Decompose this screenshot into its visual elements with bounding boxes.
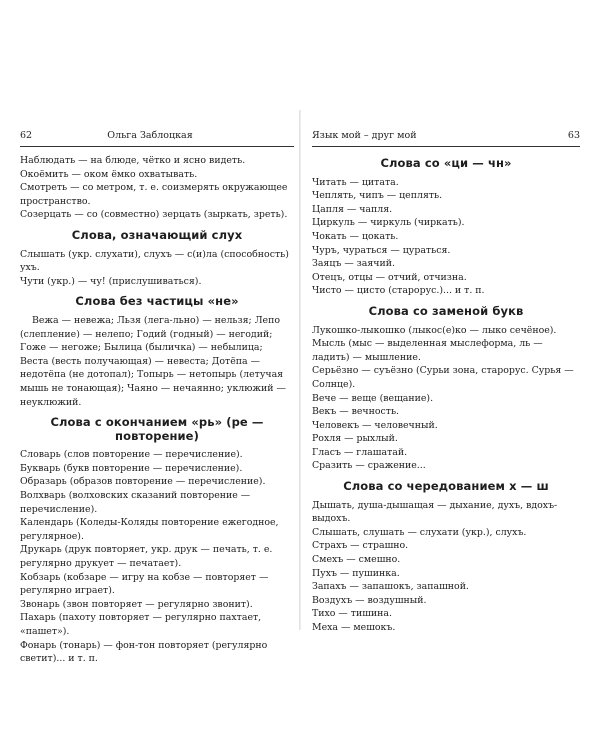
- entry: Заяцъ — заячий.: [312, 258, 395, 270]
- no-particle-paragraph: Вежа — невежа; Льзя (лега-льно) — нельзя; Лепо (слепление) — нелепо; Годий (годный) — негодий; Гоже — негоже; Былица (быличка) — небылица; Веста (весть получающая) — невеста; Дотёпа — недотёпа (не дотопал); Топырь — нетопырь (летучая мышь не тонающая); Чаяно — нечаянно; уклюжий — неуклюжий.: [20, 314, 286, 408]
- section-heading: Слова со заменой букв: [368, 303, 524, 318]
- section-heading: Слова, означающий слух: [71, 227, 243, 242]
- entry: Чеплять, чипъ — цеплять.: [312, 190, 443, 202]
- intro-list: [20, 154, 294, 222]
- entry: Образарь (образов повторение — перечисление).: [20, 476, 266, 488]
- entry: Тихо — тишина.: [312, 608, 392, 620]
- section-heading: Слова с окончанием «рь» (ре — повторение): [50, 415, 264, 443]
- entry: Страхъ — страшно.: [312, 540, 409, 552]
- entry: Созерцать — со (совместно) зерцать (зыркать, зреть).: [20, 209, 288, 221]
- right-running-head: Язык мой – друг мой: [312, 130, 417, 141]
- entry: Календарь (Коледы-Коляды повторение ежегодное, регулярное).: [20, 517, 279, 542]
- entry: Циркуль — чиркуль (чиркать).: [312, 217, 465, 229]
- entry: Смотреть — со метром, т. е. соизмерять окружающее пространство.: [20, 182, 288, 207]
- entry: Цапля — чапля.: [312, 203, 393, 215]
- entry: Друкарь (друк повторяет, укр. друк — печать, т. е. регулярно друкует — печатает).: [20, 544, 273, 570]
- entry: Пухъ — пушинка.: [312, 567, 400, 579]
- left-running-head: Ольга Заблоцкая: [107, 130, 193, 141]
- entry: Воздухъ — воздушный.: [312, 594, 427, 606]
- entry: Вече — веще (вещание).: [312, 392, 434, 404]
- entry: Векъ — вечность.: [312, 406, 400, 418]
- right-head-rule: [312, 146, 580, 147]
- entry: Мысль (мыс — выделенная мыслеформа, ль — ладить) — мышление.: [312, 338, 543, 363]
- entry: Чокать — цокать.: [312, 230, 399, 242]
- entry: Букварь (букв повторение — перечисление).: [20, 462, 243, 474]
- entry: Наблюдать — на блюде, чётко и ясно видеть.: [20, 155, 246, 166]
- right-page-number: 63: [567, 130, 580, 141]
- right-page-body: [312, 154, 580, 635]
- entry: Звонарь (звон повторяет — регулярно звонит).: [20, 598, 253, 610]
- right-page: [300, 0, 600, 750]
- section-heading: Слова со «ци — чн»: [380, 156, 512, 170]
- entry: Меха — мешокъ.: [312, 622, 396, 633]
- kh-sh-alternation-list: [312, 499, 580, 635]
- entry: Слышать (укр. слухати), слухъ — с(и)ла (способность) ухъ.: [20, 248, 289, 274]
- letter-replacement-list: [312, 324, 580, 474]
- entry: Человекъ — человечный.: [312, 419, 438, 431]
- entry: Рохля — рыхлый.: [312, 433, 398, 445]
- entry: Словарь (слов повторение — перечисление).: [20, 449, 243, 461]
- entry: Отецъ, отцы — отчий, отчизна.: [312, 271, 467, 283]
- entry: Гласъ — глашатай.: [312, 446, 408, 458]
- left-page-body: [20, 154, 294, 666]
- entry: Чисто — цисто (старорус.)... и т. п.: [312, 285, 485, 297]
- entry: Дышать, душа-дышащая — дыхание, духъ, вдохъ-выдохъ.: [312, 499, 558, 525]
- entry: Чуръ, чураться — цураться.: [312, 244, 451, 256]
- left-head-rule: [20, 146, 294, 147]
- entry: Читать — цитата.: [312, 176, 399, 188]
- entry: Чути (укр.) — чу! (прислушиваться).: [20, 275, 202, 287]
- hearing-words-list: [20, 248, 294, 289]
- entry: Серьёзно — суъёзно (Сурьи зона, старорус. Сурья — Солнце).: [312, 365, 574, 390]
- entry: Волхварь (волховских сказаний повторение — перечисление).: [20, 490, 251, 515]
- entry: Смехъ — смешно.: [312, 554, 401, 566]
- tsi-chi-list: [312, 176, 580, 298]
- entry: Слышать, слушать — слухати (укр.), слухъ.: [312, 526, 527, 538]
- section-heading: Слова со чередованием х — ш: [343, 479, 549, 494]
- entry: Пахарь (пахоту повторяет — регулярно пахтает, «пашет»).: [20, 612, 262, 637]
- entry: Окоёмить — оком ёмко охватывать.: [20, 168, 198, 180]
- entry: Запахъ — запашокъ, запашной.: [312, 581, 469, 593]
- entry: Фонарь (тонарь) — фон-тон повторяет (регулярно светит)... и т. п.: [20, 639, 268, 665]
- entry: Лукошко-лыкошко (лыкос(е)ко — лыко сечёное).: [312, 324, 557, 336]
- entry: Сразить — сражение...: [312, 460, 426, 472]
- section-heading: Слова без частицы «не»: [75, 294, 239, 309]
- entry: Кобзарь (кобзаре — игру на кобзе — повторяет — регулярно играет).: [20, 571, 269, 597]
- ending-rj-list: [20, 448, 294, 666]
- left-page-number: 62: [20, 130, 33, 141]
